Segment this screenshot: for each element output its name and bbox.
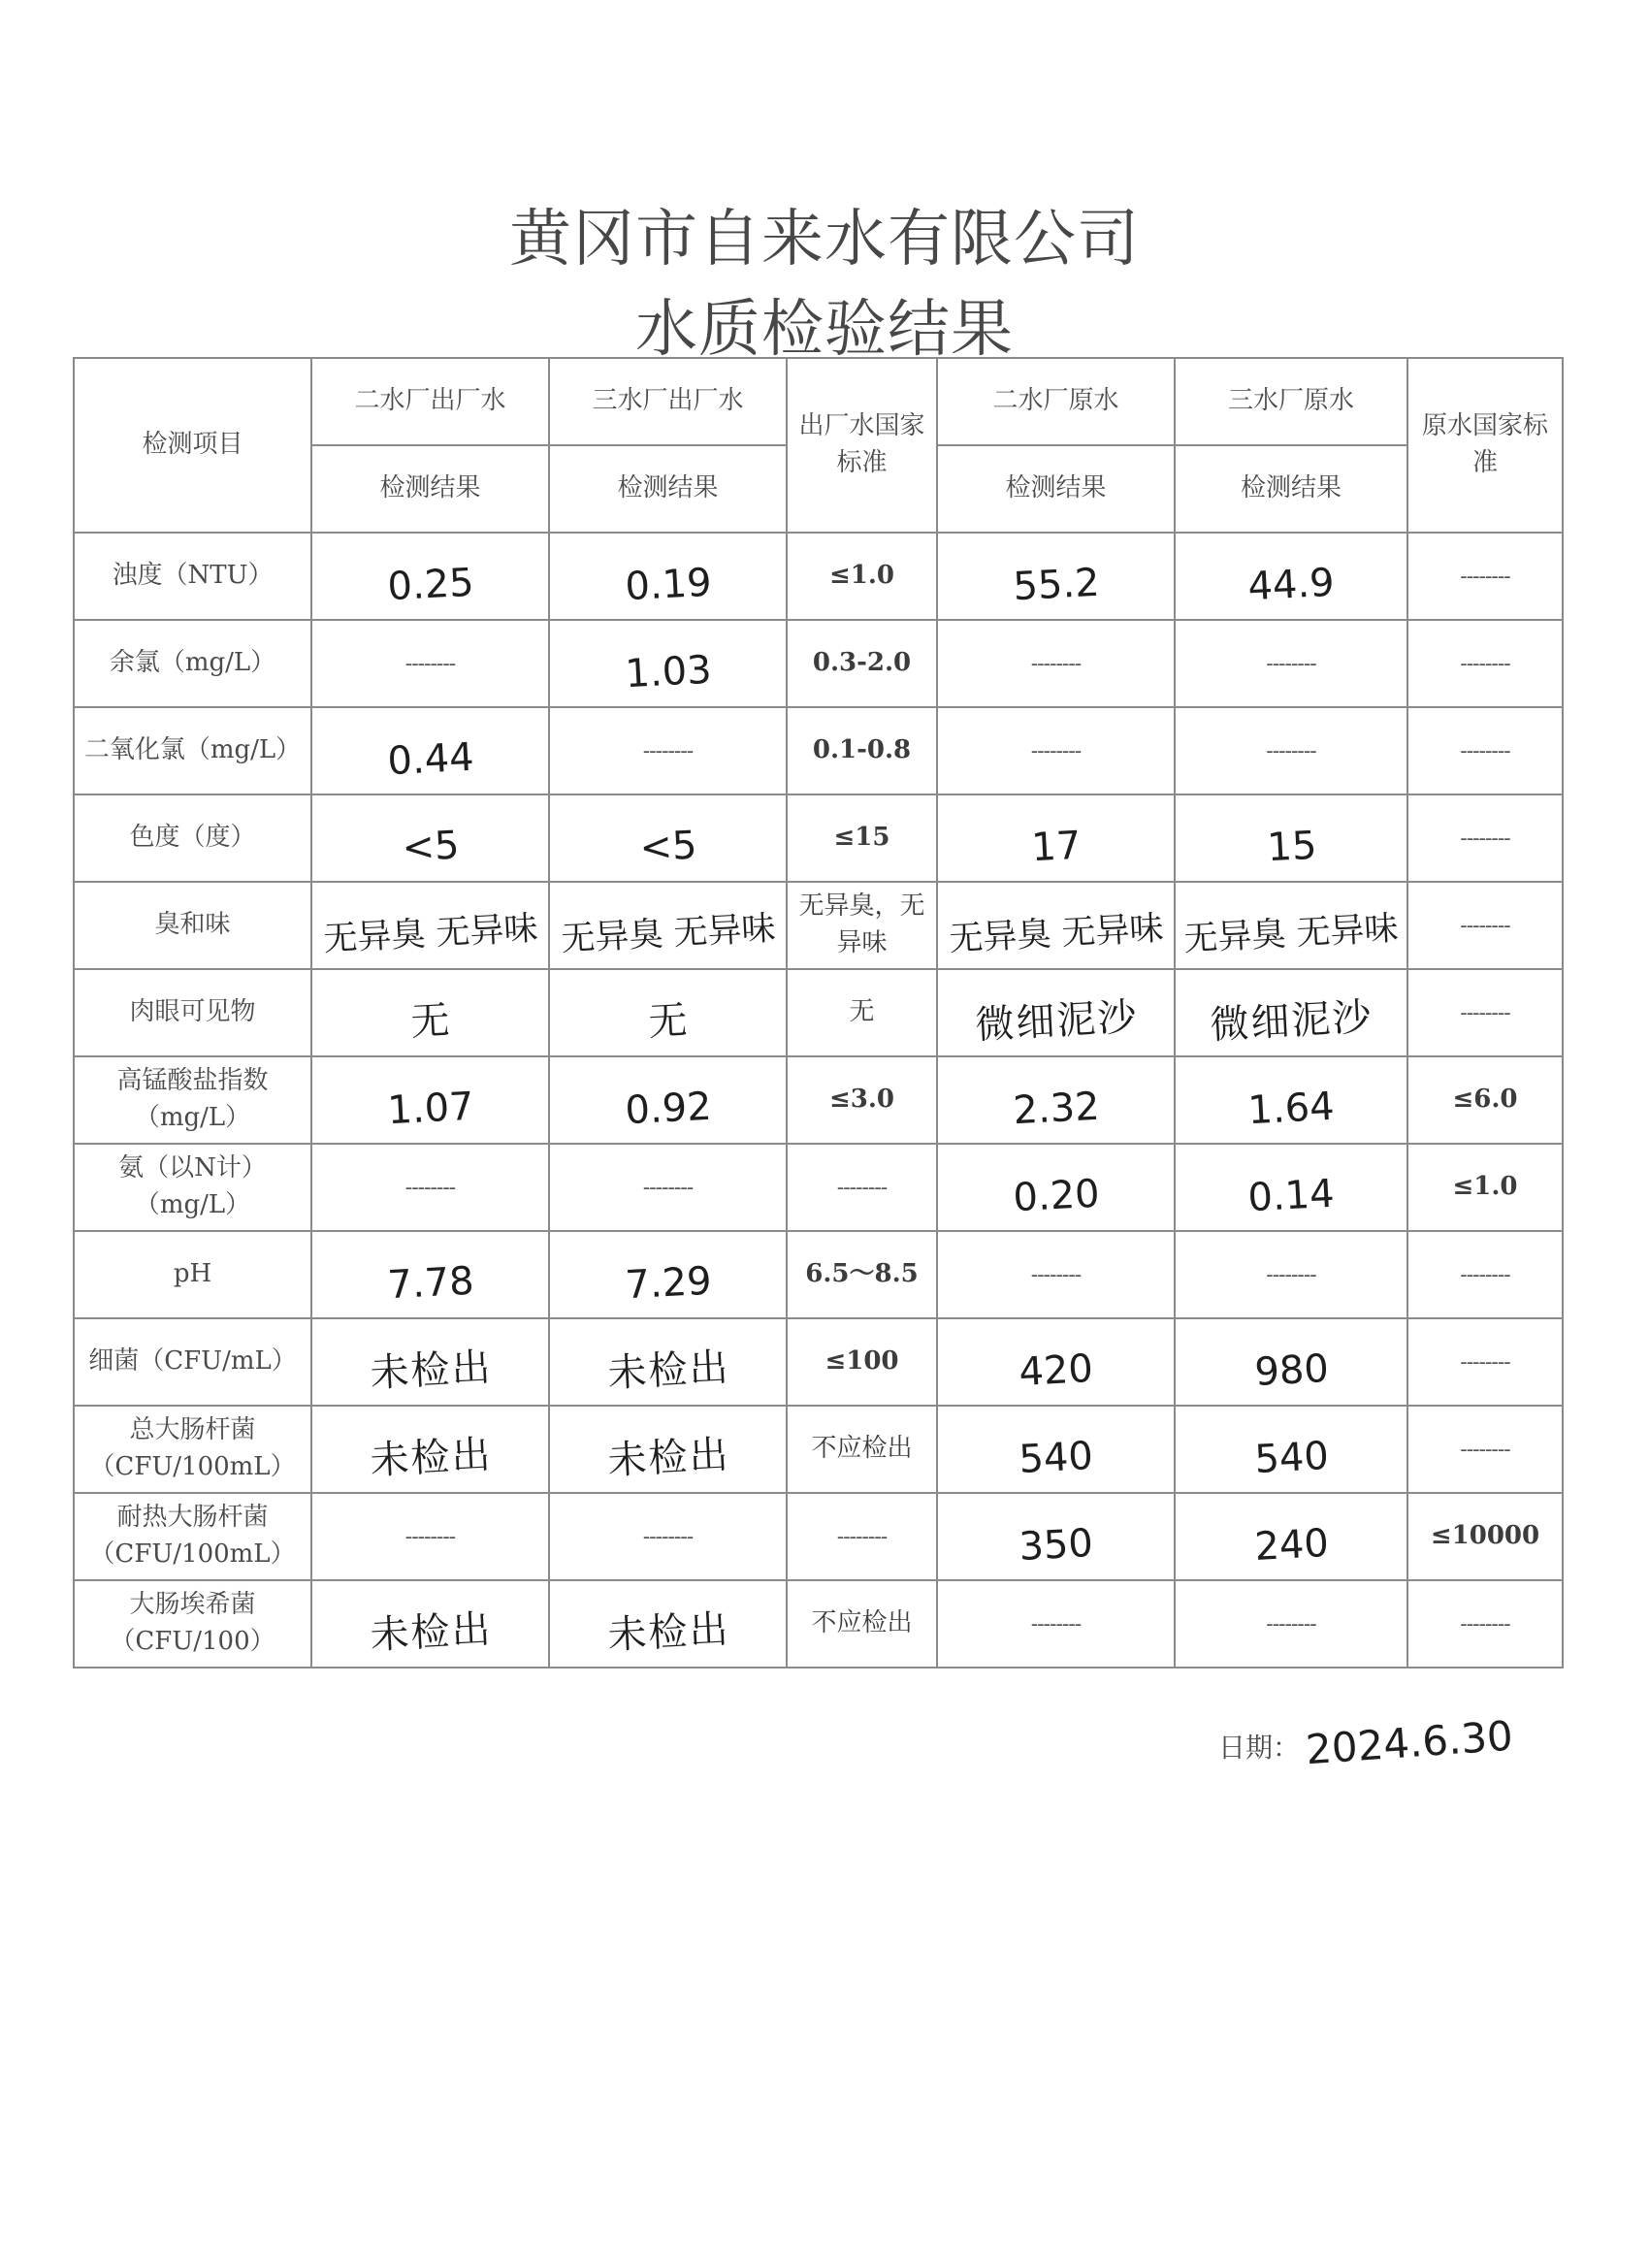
out-std-value: 无: [849, 997, 875, 1027]
plant2-raw-value: 420: [1018, 1346, 1095, 1395]
plant2-raw-value: 无异臭 无异味: [948, 908, 1165, 959]
raw-std-value-cell: [1407, 1580, 1563, 1668]
table-row: [74, 1056, 1563, 1144]
plant2-out-value: 7.78: [386, 1258, 475, 1309]
param-name: 细菌（CFU/mL）: [74, 1318, 311, 1406]
param-name: 色度（度）: [74, 794, 311, 882]
header-result: 检测结果: [549, 445, 787, 533]
raw-std-value: --------: [1460, 826, 1510, 852]
table-row: [74, 1406, 1563, 1493]
header-plant3-raw: 三水厂原水: [1175, 358, 1407, 445]
plant2-out-value-cell: [311, 620, 549, 707]
out-std-value: --------: [836, 1525, 888, 1550]
plant2-raw-value-cell: [937, 1406, 1175, 1493]
raw-std-value-cell: [1407, 1493, 1563, 1580]
out-std-value-cell: [787, 707, 937, 794]
plant3-out-value: --------: [642, 1176, 694, 1201]
raw-std-value-cell: [1407, 794, 1563, 882]
plant2-out-value: 无: [408, 997, 453, 1046]
plant3-raw-value-cell: [1175, 1318, 1407, 1406]
plant3-out-value: 0.19: [624, 560, 713, 610]
plant3-out-value: --------: [642, 1525, 694, 1550]
plant3-out-value-cell: [549, 1231, 787, 1318]
plant3-raw-value: 1.64: [1246, 1084, 1337, 1134]
plant3-out-value-cell: [549, 533, 787, 620]
raw-std-value-cell: [1407, 1318, 1563, 1406]
plant2-out-value: 无异臭 无异味: [322, 908, 539, 959]
header-item: 检测项目: [74, 358, 311, 533]
plant2-out-value-cell: [311, 1493, 549, 1580]
raw-std-value-cell: [1407, 882, 1563, 969]
table-row: [74, 882, 1563, 969]
raw-std-value: --------: [1460, 914, 1510, 939]
plant2-out-value-cell: [311, 1318, 549, 1406]
param-name: 大肠埃希菌（CFU/100）: [74, 1580, 311, 1668]
plant2-raw-value: --------: [1030, 652, 1082, 677]
plant3-raw-value-cell: [1175, 1493, 1407, 1580]
out-std-value-cell: [787, 969, 937, 1056]
plant2-raw-value: 微细泥沙: [973, 994, 1140, 1049]
header-plant3-out: 三水厂出厂水: [549, 358, 787, 445]
out-std-value-cell: [787, 1406, 937, 1493]
param-name: 耐热大肠杆菌（CFU/100mL）: [74, 1493, 311, 1580]
plant2-out-value-cell: [311, 707, 549, 794]
header-result: 检测结果: [311, 445, 549, 533]
param-name: 浊度（NTU）: [74, 533, 311, 620]
plant2-raw-value: --------: [1030, 1612, 1082, 1637]
raw-std-value: --------: [1460, 1263, 1510, 1288]
plant2-out-value: <5: [401, 823, 461, 871]
out-std-value-cell: [787, 1056, 937, 1144]
plant2-raw-value: 55.2: [1012, 560, 1101, 610]
plant3-out-value-cell: [549, 1493, 787, 1580]
plant3-out-value: 未检出: [605, 1432, 731, 1484]
param-name: pH: [74, 1231, 311, 1318]
results-table: [73, 357, 1564, 1669]
plant2-out-value: 未检出: [368, 1345, 494, 1397]
plant3-raw-value: 15: [1265, 823, 1318, 871]
plant2-out-value-cell: [311, 969, 549, 1056]
out-std-value-cell: [787, 1144, 937, 1231]
plant3-out-value: 未检出: [605, 1606, 731, 1659]
out-std-value-cell: [787, 794, 937, 882]
raw-std-value: --------: [1460, 652, 1510, 677]
raw-std-value: --------: [1460, 565, 1510, 590]
out-std-value: 0.3-2.0: [812, 648, 912, 678]
plant2-raw-value-cell: [937, 1580, 1175, 1668]
plant3-raw-value: 微细泥沙: [1209, 994, 1374, 1049]
plant2-raw-value-cell: [937, 882, 1175, 969]
header-plant2-out: 二水厂出厂水: [311, 358, 549, 445]
plant3-raw-value: --------: [1266, 652, 1316, 677]
plant3-raw-value-cell: [1175, 1231, 1407, 1318]
plant3-raw-value: 0.14: [1246, 1171, 1337, 1221]
plant3-out-value: 7.29: [624, 1258, 713, 1309]
plant3-out-value: 0.92: [624, 1084, 713, 1134]
plant3-out-value-cell: [549, 794, 787, 882]
plant3-out-value-cell: [549, 707, 787, 794]
out-std-value: ≤15: [833, 823, 890, 853]
plant2-out-value-cell: [311, 1056, 549, 1144]
plant3-raw-value: --------: [1266, 1612, 1316, 1637]
table-row: [74, 620, 1563, 707]
plant3-out-value-cell: [549, 620, 787, 707]
table-row: [74, 1231, 1563, 1318]
plant3-raw-value: --------: [1266, 1263, 1316, 1288]
header-out-std-label: 出厂水国家标准: [798, 411, 925, 477]
plant2-raw-value-cell: [937, 969, 1175, 1056]
table-row: [74, 1318, 1563, 1406]
plant2-raw-value-cell: [937, 1231, 1175, 1318]
param-name: 高锰酸盐指数（mg/L）: [74, 1056, 311, 1144]
plant3-out-value: 无: [646, 997, 691, 1046]
raw-std-value-cell: [1407, 533, 1563, 620]
plant2-out-value-cell: [311, 1406, 549, 1493]
table-row: [74, 1580, 1563, 1668]
plant2-out-value: 1.07: [386, 1084, 475, 1134]
plant2-out-value: 0.44: [386, 734, 475, 785]
plant2-raw-value-cell: [937, 1318, 1175, 1406]
raw-std-value: --------: [1460, 739, 1510, 764]
plant3-out-value-cell: [549, 1318, 787, 1406]
header-result: 检测结果: [1175, 445, 1407, 533]
raw-std-value: --------: [1460, 1612, 1510, 1637]
plant3-raw-value-cell: [1175, 794, 1407, 882]
out-std-value: ≤3.0: [828, 1085, 895, 1115]
param-name: 氨（以N计）（mg/L）: [74, 1144, 311, 1231]
raw-std-value-cell: [1407, 1231, 1563, 1318]
date-line: [1218, 1711, 1515, 1774]
plant3-out-value: <5: [638, 823, 698, 871]
raw-std-value-cell: [1407, 620, 1563, 707]
raw-std-value: ≤10000: [1430, 1521, 1540, 1551]
raw-std-value: --------: [1460, 1350, 1510, 1376]
header-plant2-raw: 二水厂原水: [937, 358, 1175, 445]
header-raw-std-label: 原水国家标准: [1422, 411, 1549, 477]
date-label: 日期：: [1218, 1732, 1301, 1764]
plant3-out-value-cell: [549, 969, 787, 1056]
out-std-value: 6.5～8.5: [805, 1259, 919, 1289]
plant3-raw-value-cell: [1175, 1406, 1407, 1493]
raw-std-value-cell: [1407, 969, 1563, 1056]
plant2-raw-value: --------: [1030, 1263, 1082, 1288]
table-row: [74, 1144, 1563, 1231]
plant2-raw-value: --------: [1030, 739, 1082, 764]
raw-std-value-cell: [1407, 1406, 1563, 1493]
plant2-out-value-cell: [311, 882, 549, 969]
table-row: [74, 707, 1563, 794]
date-value: 2024.6.30: [1304, 1711, 1515, 1774]
plant2-out-value: 未检出: [368, 1606, 494, 1659]
out-std-value-cell: [787, 1493, 937, 1580]
raw-std-value: ≤6.0: [1452, 1085, 1518, 1115]
plant2-raw-value: 0.20: [1012, 1171, 1101, 1221]
out-std-value: 无异臭，无异味: [798, 891, 925, 957]
plant3-raw-value-cell: [1175, 533, 1407, 620]
plant2-out-value-cell: [311, 1580, 549, 1668]
header-raw-std: [1407, 358, 1563, 533]
out-std-value: --------: [836, 1176, 888, 1201]
plant3-out-value-cell: [549, 1056, 787, 1144]
param-name: 臭和味: [74, 882, 311, 969]
plant2-out-value: 未检出: [368, 1432, 494, 1484]
out-std-value-cell: [787, 620, 937, 707]
plant3-raw-value-cell: [1175, 1144, 1407, 1231]
raw-std-value: --------: [1460, 1001, 1510, 1026]
out-std-value: 不应检出: [811, 1608, 913, 1638]
plant2-raw-value-cell: [937, 794, 1175, 882]
raw-std-value-cell: [1407, 707, 1563, 794]
plant3-raw-value-cell: [1175, 882, 1407, 969]
param-name: 总大肠杆菌（CFU/100mL）: [74, 1406, 311, 1493]
plant2-raw-value: 17: [1030, 823, 1083, 871]
table-row: [74, 794, 1563, 882]
out-std-value: ≤1.0: [828, 561, 895, 591]
plant2-raw-value: 2.32: [1012, 1084, 1101, 1134]
out-std-value-cell: [787, 1318, 937, 1406]
plant2-out-value-cell: [311, 533, 549, 620]
plant2-out-value-cell: [311, 794, 549, 882]
header-out-std: [787, 358, 937, 533]
plant3-raw-value-cell: [1175, 620, 1407, 707]
plant2-raw-value-cell: [937, 1144, 1175, 1231]
plant2-out-value: --------: [404, 1176, 456, 1201]
out-std-value: 0.1-0.8: [812, 735, 912, 765]
param-name: 余氯（mg/L）: [74, 620, 311, 707]
plant2-out-value: 0.25: [386, 560, 475, 610]
plant3-raw-value: 44.9: [1246, 560, 1337, 610]
raw-std-value-cell: [1407, 1144, 1563, 1231]
out-std-value: ≤100: [824, 1346, 899, 1377]
table-row: [74, 1493, 1563, 1580]
plant2-out-value: --------: [404, 652, 456, 677]
plant3-raw-value: 540: [1253, 1434, 1330, 1482]
out-std-value-cell: [787, 882, 937, 969]
plant3-out-value-cell: [549, 1580, 787, 1668]
plant2-raw-value-cell: [937, 620, 1175, 707]
plant2-raw-value: 540: [1018, 1434, 1095, 1482]
out-std-value-cell: [787, 1231, 937, 1318]
plant3-raw-value: 240: [1253, 1521, 1330, 1570]
out-std-value: 不应检出: [811, 1434, 913, 1464]
plant3-out-value-cell: [549, 1406, 787, 1493]
header-result: 检测结果: [937, 445, 1175, 533]
raw-std-value: ≤1.0: [1452, 1172, 1518, 1202]
plant3-raw-value-cell: [1175, 969, 1407, 1056]
plant3-out-value: --------: [642, 739, 694, 764]
plant3-raw-value: 无异臭 无异味: [1182, 908, 1400, 959]
raw-std-value: --------: [1460, 1438, 1510, 1463]
document-title: 黄冈市自来水有限公司: [509, 204, 1140, 275]
out-std-value-cell: [787, 533, 937, 620]
plant3-raw-value-cell: [1175, 1580, 1407, 1668]
plant3-raw-value-cell: [1175, 707, 1407, 794]
plant2-raw-value: 350: [1018, 1521, 1095, 1570]
plant3-out-value: 未检出: [605, 1345, 731, 1397]
plant2-out-value-cell: [311, 1144, 549, 1231]
out-std-value-cell: [787, 1580, 937, 1668]
plant2-out-value-cell: [311, 1231, 549, 1318]
raw-std-value-cell: [1407, 1056, 1563, 1144]
param-name: 肉眼可见物: [74, 969, 311, 1056]
plant3-out-value: 1.03: [624, 647, 713, 697]
plant2-raw-value-cell: [937, 1056, 1175, 1144]
plant3-raw-value: --------: [1266, 739, 1316, 764]
table-row: [74, 969, 1563, 1056]
plant3-raw-value-cell: [1175, 1056, 1407, 1144]
plant2-out-value: --------: [404, 1525, 456, 1550]
table-row: [74, 533, 1563, 620]
document-subtitle: 水质检验结果: [635, 294, 1014, 366]
plant2-raw-value-cell: [937, 1493, 1175, 1580]
plant3-raw-value: 980: [1253, 1346, 1330, 1395]
plant2-raw-value-cell: [937, 707, 1175, 794]
param-name: 二氧化氯（mg/L）: [74, 707, 311, 794]
plant3-out-value-cell: [549, 882, 787, 969]
plant2-raw-value-cell: [937, 533, 1175, 620]
plant3-out-value: 无异臭 无异味: [560, 908, 777, 959]
plant3-out-value-cell: [549, 1144, 787, 1231]
